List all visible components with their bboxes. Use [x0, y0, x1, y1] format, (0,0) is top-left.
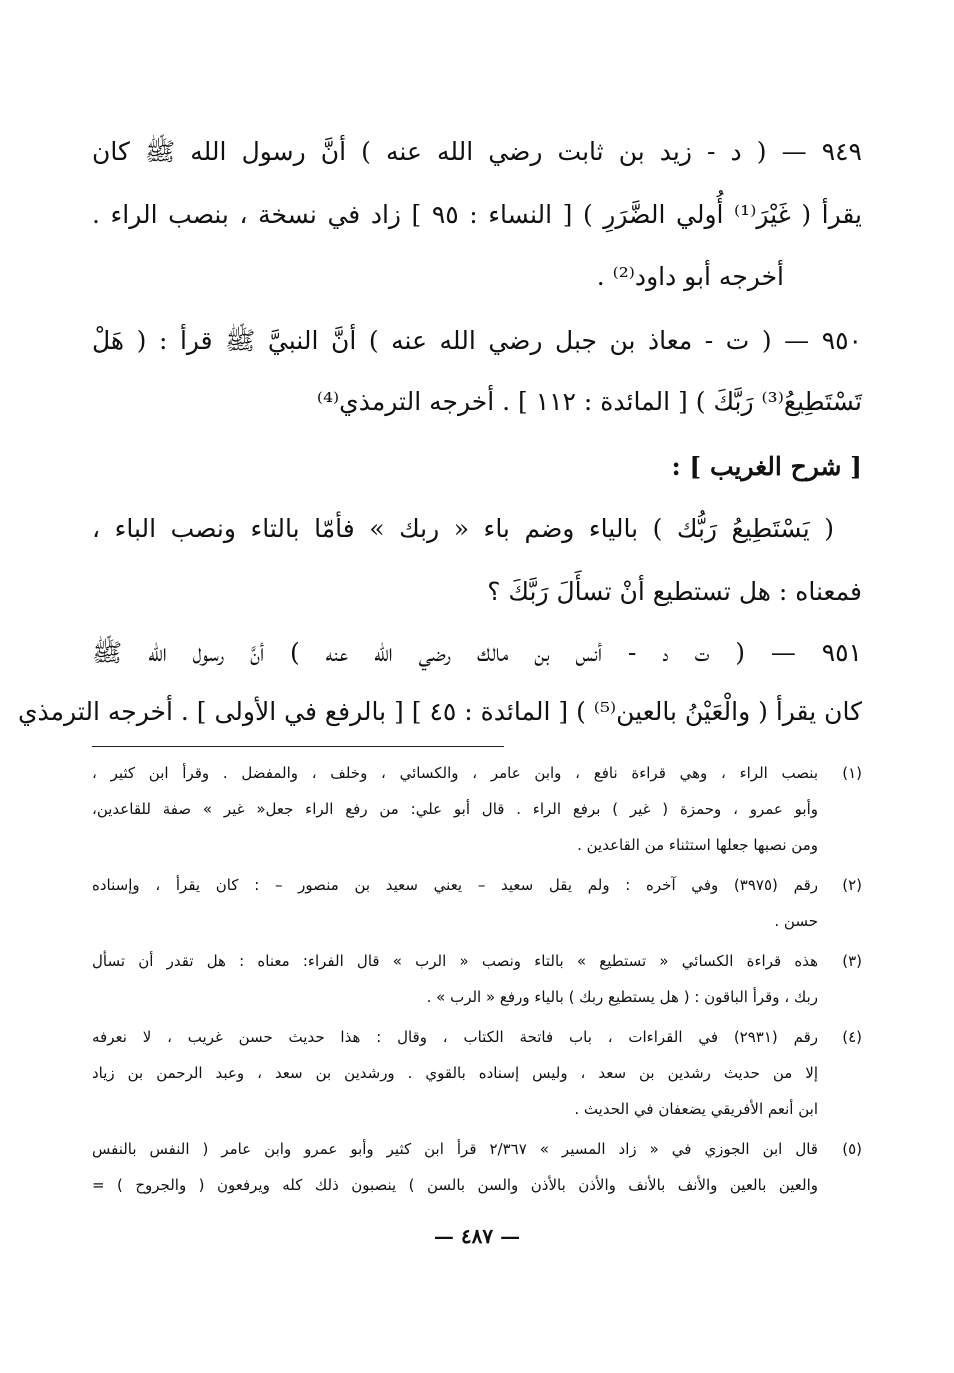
footnote-number: (٤): [842, 1028, 862, 1046]
footnote-text: قال ابن الجوزي في « زاد المسير » ٢/٣٦٧ قرأ ابن كثير وأبو عمرو وابن عامر ( النفس بالنفس: [92, 1140, 818, 1158]
footnote-text: رقم (٣٩٧٥) وفي آخره : ولم يقل سعيد – يعني سعيد بن منصور – : كان يقرأ ، وإسناده: [92, 876, 818, 894]
footnote-text: رقم (٢٩٣١) في القراءات ، باب فاتحة الكتاب ، وقال : هذا حديث حسن غريب ، لا نعرفه: [92, 1028, 818, 1046]
footnote-5-line-2: والعين بالعين والأنف بالأنف والأذن بالأذن والسن بالسن ) ينصبون ذلك كله ويرفعون ( والجروح ) =: [92, 1176, 818, 1194]
footnote-1-line-1: [92, 764, 862, 782]
footnote-number: (٢): [842, 876, 862, 894]
hadith-951-line-1: ٩٥١ — ( ت د - أنس بن مالك رضي الله عنه ) أنَّ رسول الله ﷺ: [92, 638, 862, 667]
hadith-949-line-2: يقرأ ( غَيْرَ⁽¹⁾ أُولي الضَّرَرِ ) [ النساء : ٩٥ ] زاد في نسخة ، بنصب الراء .: [92, 200, 862, 229]
footnote-number: (٥): [842, 1140, 862, 1158]
hadith-950-line-1: ٩٥٠ — ( ت - معاذ بن جبل رضي الله عنه ) أنَّ النبيَّ ﷺ قرأ : ( هَلْ: [92, 326, 862, 355]
footnote-separator: [92, 746, 504, 747]
footnote-3-line-1: [92, 952, 862, 970]
footnote-text: بنصب الراء ، وهي قراءة نافع ، وابن عامر ، والكسائي ، وخلف ، والمفضل . وقرأ ابن كثير ،: [92, 764, 818, 782]
footnote-1-line-2: وأبو عمرو ، وحمزة ( غير ) برفع الراء . قال أبو علي: من رفع الراء جعل« غير » صفة للقاعدين،: [92, 800, 818, 818]
footnote-2-line-2: حسن .: [774, 912, 818, 930]
hadith-950-line-2: تَسْتَطِيعُ⁽³⁾ رَبَّكَ ) [ المائدة : ١١٢ ] . أخرجه الترمذي⁽⁴⁾: [316, 387, 862, 416]
footnote-number: (٣): [842, 952, 862, 970]
footnote-text: هذه قراءة الكسائي « تستطيع » بالتاء ونصب « الرب » قال الفراء: معناه : هل تقدر أن تسأل: [92, 952, 818, 970]
footnote-number: (١): [842, 764, 862, 782]
footnote-4-line-2: إلا من حديث رشدين بن سعد ، وليس إسناده بالقوي . ورشدين بن سعد ، وعبد الرحمن بن زياد: [92, 1064, 818, 1082]
footnote-4-line-1: [92, 1028, 862, 1046]
hadith-949-line-3: أخرجه أبو داود⁽²⁾ .: [596, 262, 784, 291]
footnote-2-line-1: [92, 876, 862, 894]
footnote-3-line-2: ربك ، وقرأ الباقون : ( هل يستطيع ربك ) بالياء ورفع « الرب » .: [426, 988, 818, 1006]
section-heading: [ شرح الغريب ] :: [671, 452, 862, 481]
gharib-line-2: فمعناه : هل تستطيع أنْ تسأَلَ رَبَّكَ ؟: [487, 577, 862, 606]
footnote-1-line-3: ومن نصبها جعلها استثناء من القاعدين .: [577, 836, 818, 854]
footnote-4-line-3: ابن أنعم الأفريقي يضعفان في الحديث .: [574, 1100, 818, 1118]
hadith-949-line-1: ٩٤٩ — ( د - زيد بن ثابت رضي الله عنه ) أنَّ رسول الله ﷺ كان: [92, 137, 862, 166]
page-number: — ٤٨٧ —: [433, 1224, 521, 1248]
footnote-5-line-1: [92, 1140, 862, 1158]
hadith-951-line-2: كان يقرأ ( والْعَيْنُ بالعين⁽⁵⁾ ) [ المائدة : ٤٥ ] [ بالرفع في الأولى ] . أخرجه الترمذي: [17, 697, 862, 726]
gharib-line-1: ( يَسْتَطِيعُ رَبُّك ) بالياء وضم باء « ربك » فأمّا بالتاء ونصب الباء ،: [92, 514, 834, 543]
